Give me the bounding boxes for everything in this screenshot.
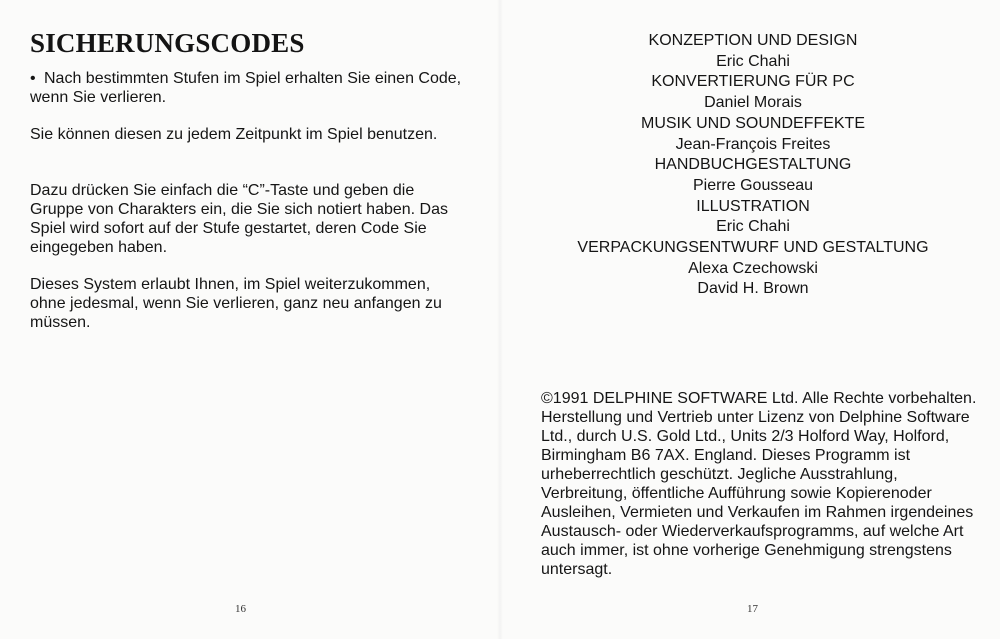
credit-role: HANDBUCHGESTALTUNG: [654, 156, 852, 174]
credit-name: Pierre Gousseau: [692, 176, 814, 194]
credit-name: Eric Chahi: [716, 52, 790, 70]
right-page: [503, 0, 1000, 639]
credit-name: Eric Chahi: [716, 218, 790, 236]
copyright-notice: ©1991 DELPHINE SOFTWARE Ltd. Alle Rechte vorbehalten. Herstellung und Vertrieb unter Lizenz von Delphine Software Ltd., durch U.S. Gold Ltd., Units 2/3 Holford Way, Holford, Birmingham B6 7AX. England. Dieses Programm ist urheberrechtlich geschützt. Jegliche Ausstrahlung, Verbreitung, öffentliche Aufführung sowie Kopierenoder Ausleihen, Vermieten und Verkaufen im Rahmen irgendeines Austausch- oder Wiederverkaufsprogramms, auf welche Art auch immer, ist ohne vorherige Genehmigung strengstens untersagt.: [541, 390, 977, 578]
page-number-right: 17: [747, 603, 758, 615]
credit-role: KONVERTIERUNG FÜR PC: [651, 73, 855, 91]
left-page: [0, 0, 497, 639]
credits-block: [503, 31, 1000, 300]
credit-role: VERPACKUNGSENTWURF UND GESTALTUNG: [577, 239, 929, 257]
credit-role: KONZEPTION UND DESIGN: [648, 32, 858, 49]
paragraph-4: Dieses System erlaubt Ihnen, im Spiel weiterzukommen, ohne jedesmal, wenn Sie verlieren, ganz neu anfangen zu müssen.: [30, 276, 442, 331]
credit-name: David H. Brown: [697, 280, 809, 298]
page-heading: SICHERUNGSCODES: [30, 28, 305, 58]
credit-name: Alexa Czechowski: [688, 259, 818, 277]
credit-role: MUSIK UND SOUNDEFFEKTE: [640, 114, 865, 132]
paragraph-1: [30, 69, 470, 107]
paragraph-2: Sie können diesen zu jedem Zeitpunkt im Spiel benutzen.: [30, 126, 438, 143]
paragraph-1-text: Nach bestimmten Stufen im Spiel erhalten Sie einen Code, wenn Sie verlieren.: [30, 70, 462, 106]
credit-name: Jean-François Freites: [675, 135, 831, 153]
paragraph-3: Dazu drücken Sie einfach die “C”-Taste und geben die Gruppe von Charakters ein, die Sie sich notiert haben. Das Spiel wird sofort auf der Stufe gestartet, deren Code Sie eingegeben haben.: [30, 182, 449, 256]
credit-name: Daniel Morais: [704, 94, 802, 112]
credit-role: ILLUSTRATION: [696, 197, 810, 215]
bullet-icon: •: [30, 70, 36, 87]
page-number-left: 16: [235, 603, 246, 615]
